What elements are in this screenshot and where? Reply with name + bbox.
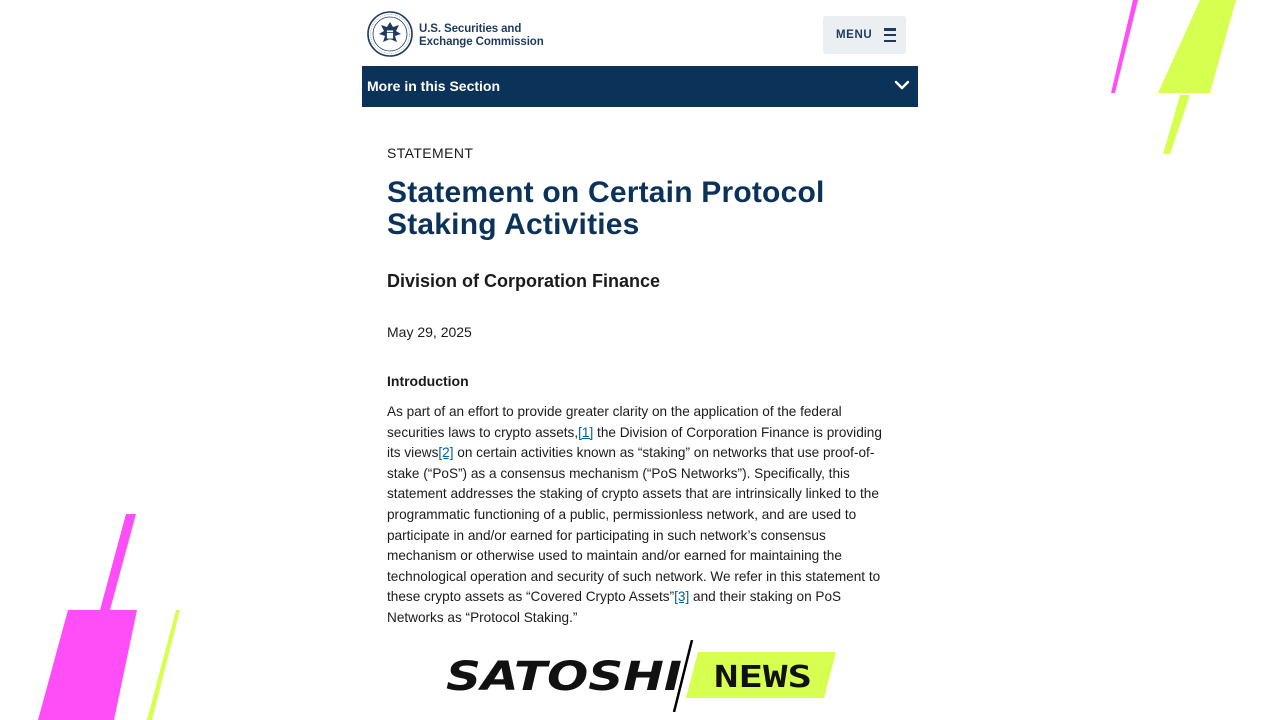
paragraph-text: and their staking on PoS Networks as “Protocol Staking.” <box>387 589 842 625</box>
sec-page <box>362 0 918 625</box>
intro-paragraph <box>387 402 892 629</box>
paragraph-text: the Division of Corporation Finance is providing its views <box>387 424 882 461</box>
division-name: Division of Corporation Finance <box>387 271 661 291</box>
publish-date: May 29, 2025 <box>387 324 472 340</box>
hamburger-icon <box>884 28 896 42</box>
intro-heading: Introduction <box>387 373 469 389</box>
paragraph-text: on certain activities known as “staking” on networks that use proof-of-stake (“PoS”) as a consensus mechanism (“PoS Networks”). Specifically, this statement addresses the staking of crypto assets that are intrinsically linked to the programmatic functioning of a public, permissionless network, and are used to participate in and/or earned for participating in such network’s consensus mechanism or otherwise used to maintain and/or earned for maintaining the technological operation and security of such network. We refer in this statement to these crypto assets as “Covered Crypto Assets” <box>387 445 881 605</box>
paragraph-text: As part of an effort to provide greater clarity on the application of the federal securities laws to crypto assets, <box>387 404 842 440</box>
watermark-brand: SATOSHI <box>446 654 683 700</box>
menu-label: MENU <box>836 29 873 41</box>
org-name[interactable] <box>419 23 544 48</box>
section-nav-label: More in this Section <box>367 78 501 94</box>
site-header <box>362 0 918 66</box>
watermark-suffix: NEWS <box>714 660 812 695</box>
org-name-line2: Exchange Commission <box>419 35 544 48</box>
footnote-link-1[interactable]: [1] <box>578 424 594 440</box>
section-nav-toggle[interactable] <box>362 66 918 107</box>
satoshi-news-logo <box>440 640 840 712</box>
org-name-line1: U.S. Securities and <box>419 23 522 35</box>
page-title: Statement on Certain Protocol Staking Activities <box>387 176 825 241</box>
chevron-down-icon <box>894 79 910 91</box>
sec-seal-icon[interactable] <box>367 11 413 57</box>
menu-button[interactable] <box>823 16 906 54</box>
footnote-link-3[interactable]: [3] <box>674 589 690 605</box>
footnote-link-2[interactable]: [2] <box>438 445 454 461</box>
content-type-label: STATEMENT <box>387 145 474 161</box>
